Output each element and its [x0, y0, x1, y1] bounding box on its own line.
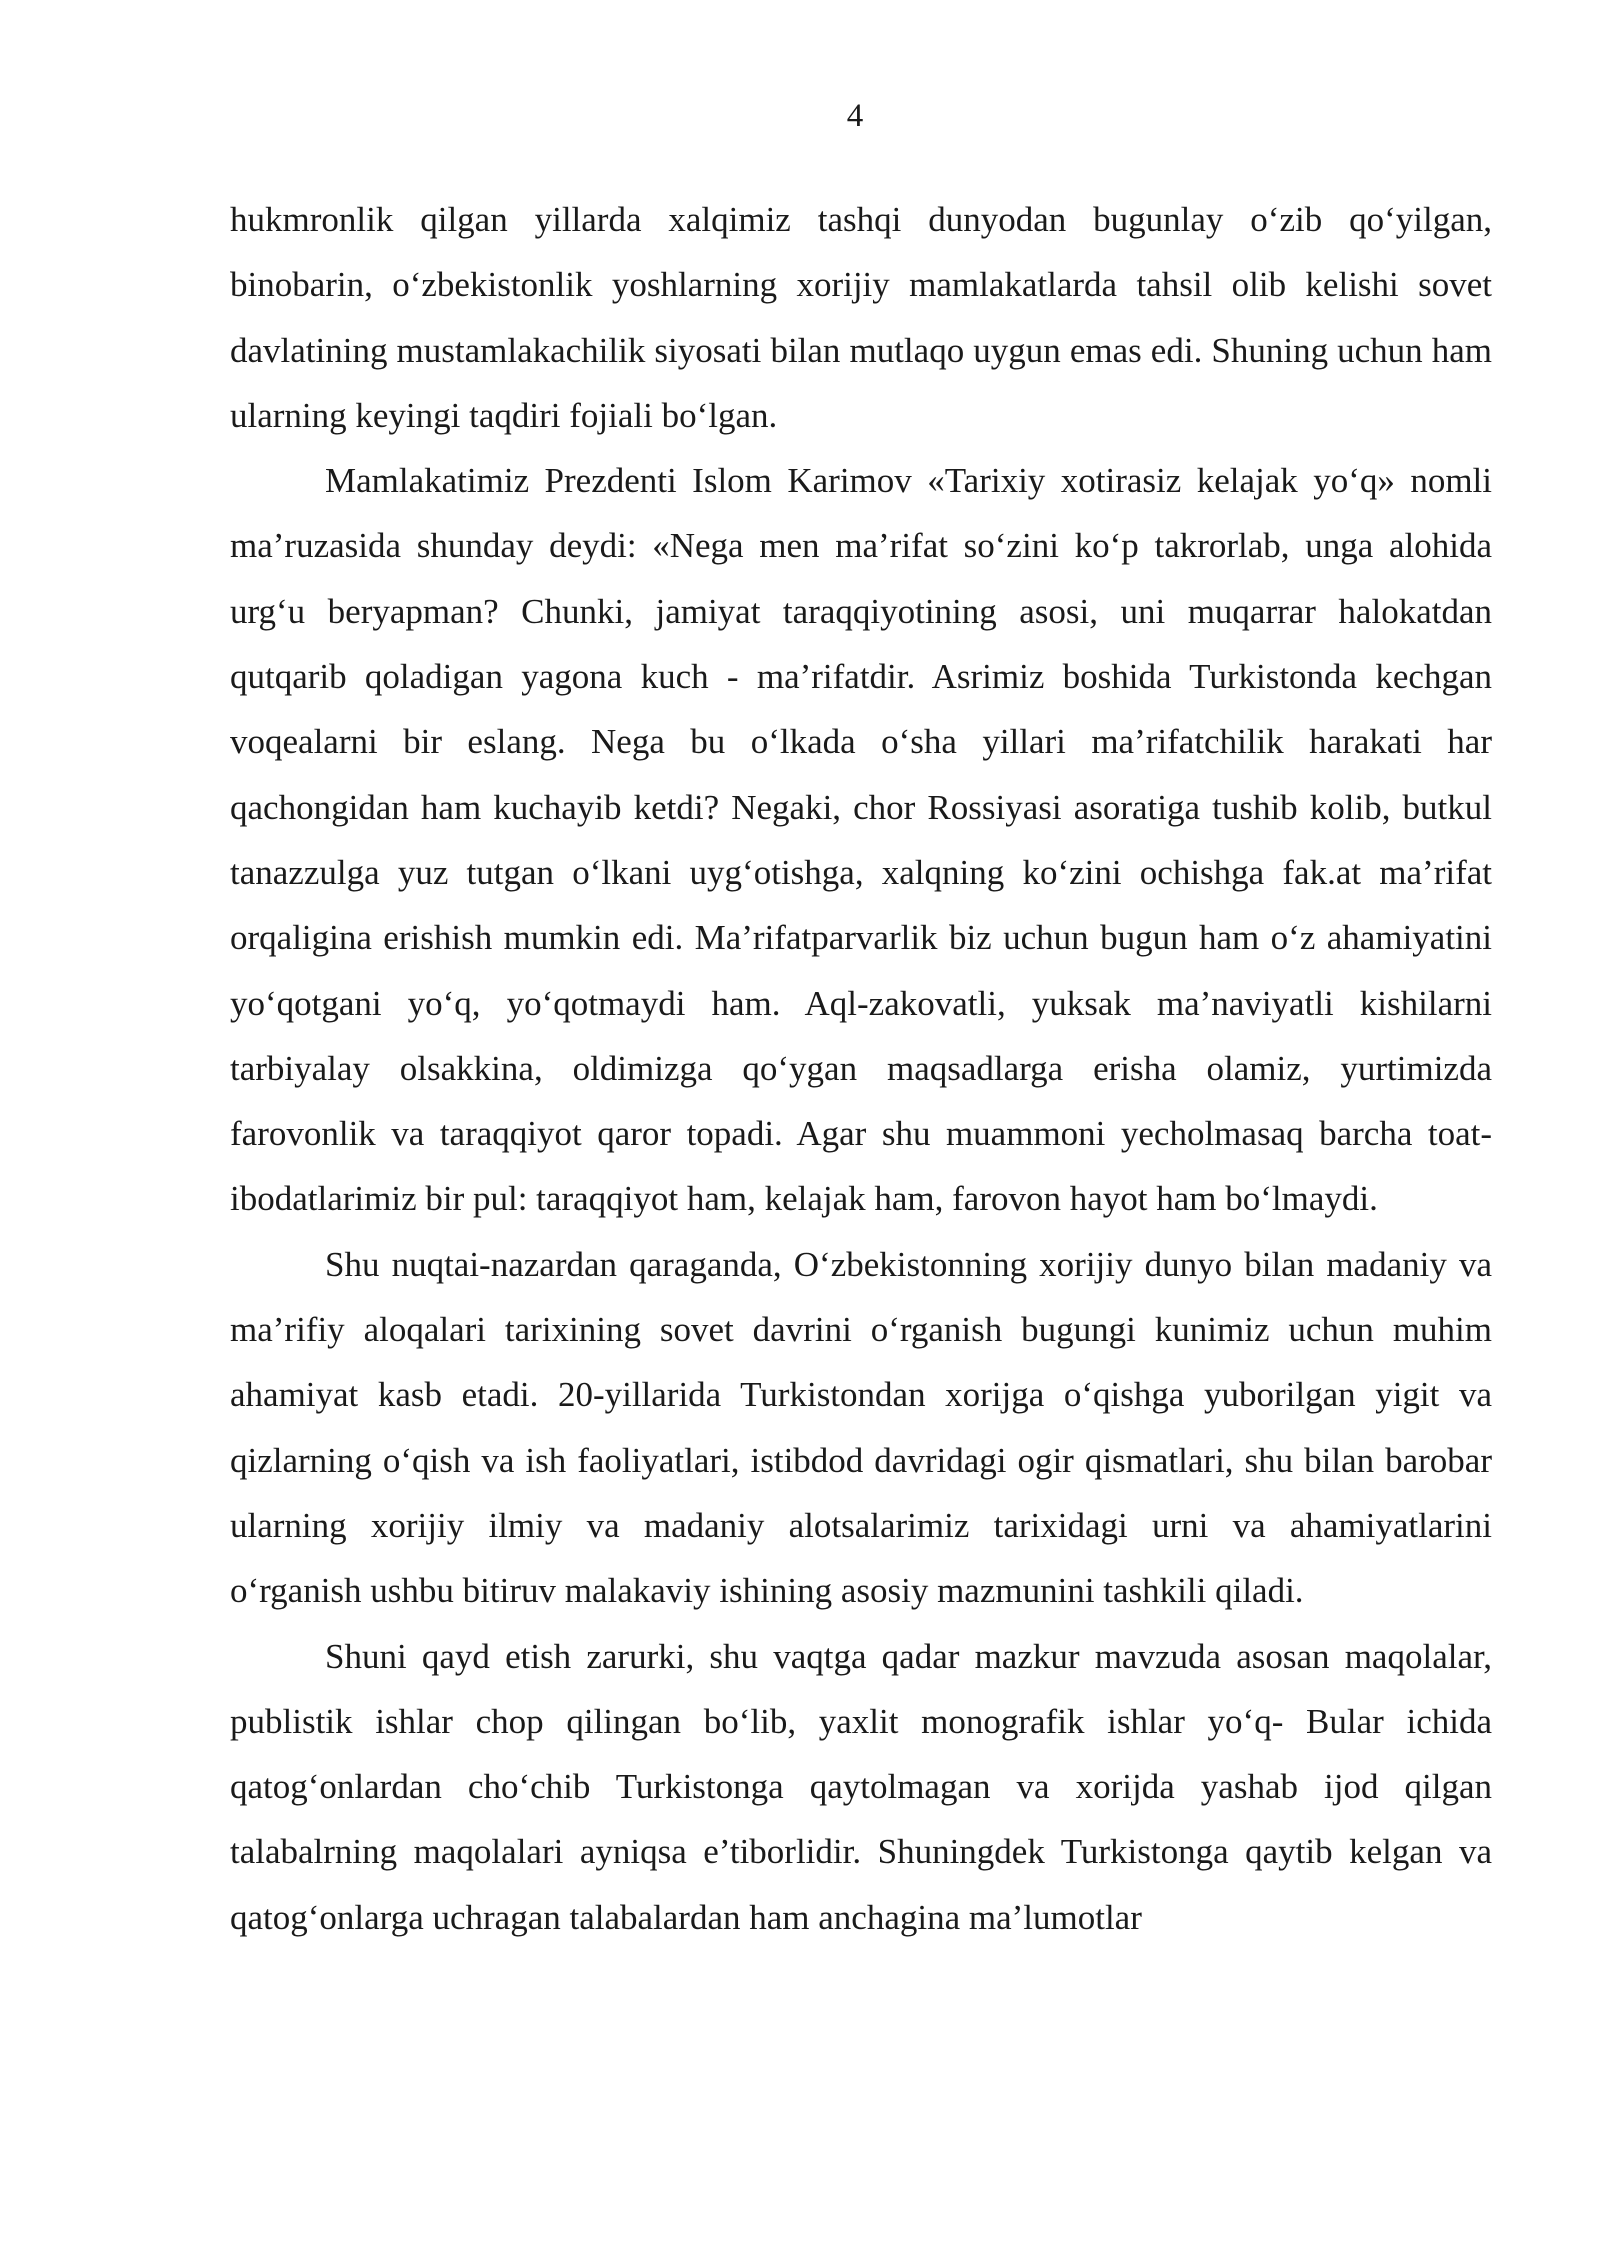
paragraph-continued: hukmronlik qilgan yillarda xalqimiz tashqi dunyodan bugunlay o‘zib qo‘yilgan, binobarin, o‘zbekistonlik yoshlarning xorijiy mamlakatlarda tahsil olib kelishi sovet davlatining mustamlakachilik siyosati bilan mutlaqo uygun emas edi. Shuning uchun ham ularning keyingi taqdiri fojiali bo‘lgan.	[230, 200, 1492, 435]
paragraph-research-relevance: Shu nuqtai-nazardan qaraganda, O‘zbekistonning xorijiy dunyo bilan madaniy va ma’rifiy aloqalari tarixining sovet davrini o‘rganish bugungi kunimiz uchun muhim ahamiyat kasb etadi. 20-yillarida Turkistondan xorijga o‘qishga yuborilgan yigit va qizlarning o‘qish va ish faoliyatlari, istibdod davridagi ogir qismatlari, shu bilan barobar ularning xorijiy ilmiy va madaniy alotsalarimiz tarixidagi urni va ahamiyatlarini o‘rganish ushbu bitiruv malakaviy ishining asosiy mazmunini tashkili qiladi.	[230, 1244, 1492, 1611]
paragraph-karimov-quote: Mamlakatimiz Prezdenti Islom Karimov «Tarixiy xotirasiz kelajak yo‘q» nomli ma’ruzasida shunday deydi: «Nega men ma’rifat so‘zini ko‘p takrorlab, unga alohida urg‘u beryapman? Chunki, jamiyat taraqqiyotining asosi, uni muqarrar halokatdan qutqarib qoladigan yagona kuch - ma’rifatdir. Asrimiz boshida Turkistonda kechgan voqealarni bir eslang. Nega bu o‘lkada o‘sha yillari ma’rifatchilik harakati har qachongidan ham kuchayib ketdi? Negaki, chor Rossiyasi asoratiga tushib kolib, butkul tanazzulga yuz tutgan o‘lkani uyg‘otishga, xalqning ko‘zini ochishga fak.at ma’rifat orqaligina erishish mumkin edi. Ma’rifatparvarlik biz uchun bugun ham o‘z ahamiyatini yo‘qotgani yo‘q, yo‘qotmaydi ham. Aql-zakovatli, yuksak ma’naviyatli kishilarni tarbiyalay olsakkina, oldimizga qo‘ygan maqsadlarga erisha olamiz, yurtimizda farovonlik va taraqqiyot qaror topadi. Agar shu muammoni yecholmasaq barcha toat-ibodatlarimiz bir pul: taraqqiyot ham, kelajak ham, farovon hayot ham bo‘lmaydi.	[230, 461, 1492, 1219]
page-number: 4	[846, 98, 864, 134]
body-text	[230, 187, 1492, 1950]
paragraph-literature-review: Shuni qayd etish zarurki, shu vaqtga qadar mazkur mavzuda asosan maqolalar, publistik ishlar chop qilingan bo‘lib, yaxlit monografik ishlar yo‘q- Bular ichida qatog‘onlardan cho‘chib Turkistonga qaytolmagan va xorijda yashab ijod qilgan talabalrning maqolalari ayniqsa e’tiborlidir. Shuningdek Turkistonga qaytib kelgan va qatog‘onlarga uchragan talabalardan ham anchagina ma’lumotlar	[230, 1636, 1492, 1937]
